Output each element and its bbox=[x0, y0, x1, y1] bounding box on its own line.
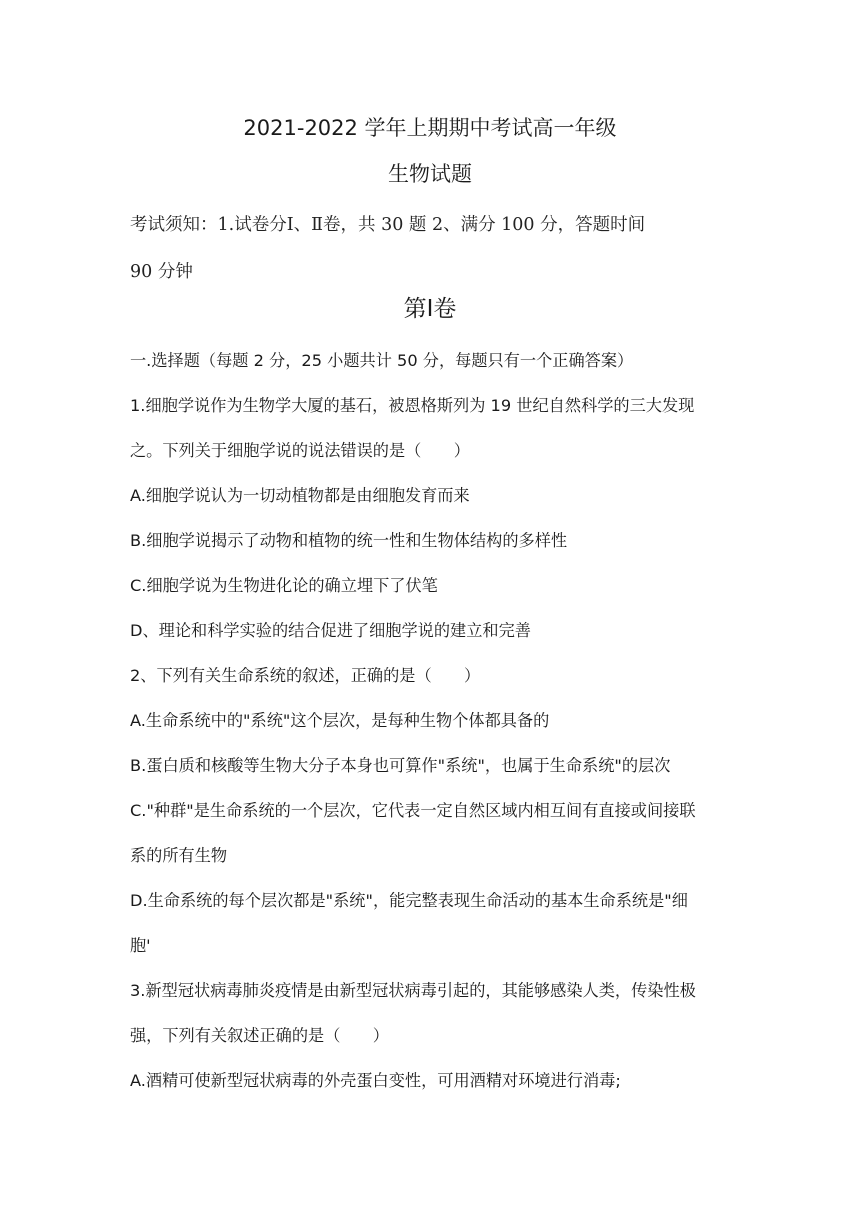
question-line: 之。下列关于细胞学说的说法错误的是（ ） bbox=[130, 441, 470, 460]
option-line: B.细胞学说揭示了动物和植物的统一性和生物体结构的多样性 bbox=[130, 531, 568, 550]
option-line: C."种群"是生命系统的一个层次，它代表一定自然区域内相互间有直接或间接联 bbox=[130, 801, 696, 820]
option-line: A.细胞学说认为一切动植物都是由细胞发育而来 bbox=[130, 486, 470, 505]
option-line: B.蛋白质和核酸等生物大分子本身也可算作"系统"，也属于生命系统"的层次 bbox=[130, 756, 671, 775]
question-body bbox=[130, 338, 735, 1103]
question-line: 2、下列有关生命系统的叙述，正确的是（ ） bbox=[130, 666, 481, 685]
option-line: A.生命系统中的"系统"这个层次，是每种生物个体都具备的 bbox=[130, 711, 550, 730]
exam-notice bbox=[130, 202, 730, 296]
question-line: 1.细胞学说作为生物学大厦的基石，被恩格斯列为 19 世纪自然科学的三大发现 bbox=[130, 396, 695, 415]
option-line: A.酒精可使新型冠状病毒的外壳蛋白变性，可用酒精对环境进行消毒; bbox=[130, 1071, 621, 1090]
option-line: D、理论和科学实验的结合促进了细胞学说的建立和完善 bbox=[130, 621, 531, 640]
option-line: 胞' bbox=[130, 936, 151, 955]
exam-subtitle: 生物试题 bbox=[388, 162, 472, 186]
notice-line: 考试须知：1.试卷分Ⅰ、Ⅱ卷，共 30 题 2、满分 100 分，答题时间 bbox=[130, 215, 646, 235]
question-line: 强，下列有关叙述正确的是（ ） bbox=[130, 1026, 389, 1045]
option-line: C.细胞学说为生物进化论的确立埋下了伏笔 bbox=[130, 576, 438, 595]
notice-line: 90 分钟 bbox=[130, 262, 193, 282]
option-line: D.生命系统的每个层次都是"系统"，能完整表现生命活动的基本生命系统是"细 bbox=[130, 891, 688, 910]
question-line: 3.新型冠状病毒肺炎疫情是由新型冠状病毒引起的，其能够感染人类，传染性极 bbox=[130, 981, 696, 1000]
exam-title: 2021-2022 学年上期期中考试高一年级 bbox=[243, 116, 617, 140]
option-line: 系的所有生物 bbox=[130, 846, 228, 865]
instruction-line: 一.选择题（每题 2 分，25 小题共计 50 分，每题只有一个正确答案） bbox=[130, 351, 634, 370]
section-heading: 第Ⅰ卷 bbox=[403, 296, 457, 322]
